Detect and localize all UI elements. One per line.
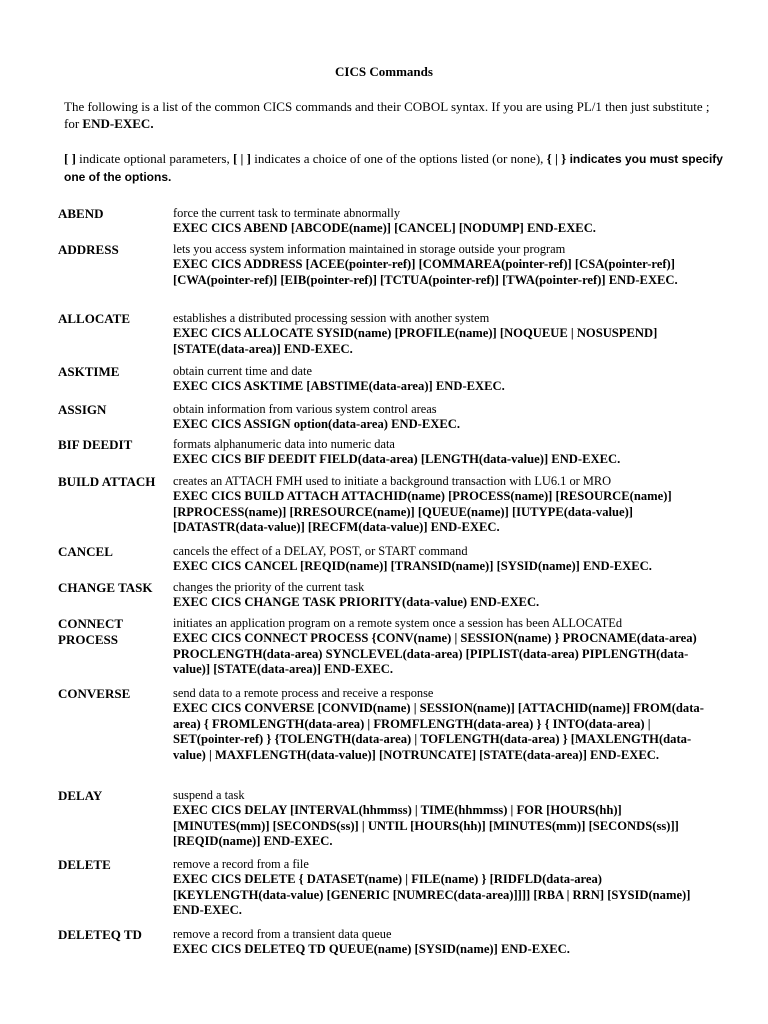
command-syntax: EXEC CICS DELETE { DATASET(name) | FILE(name) } [RIDFLD(data-area) [KEYLENGTH(data-value) [GENERIC [NUMREC(data-area)]]]] [RBA | RRN] [SYSID(name)] END-EXEC. <box>173 872 691 917</box>
command-name: ASKTIME <box>58 364 120 379</box>
command-description: obtain information from various system control areas <box>173 402 437 416</box>
command-description: obtain current time and date <box>173 364 312 378</box>
command-description: remove a record from a file <box>173 857 309 871</box>
command-description: initiates an application program on a remote system once a session has been ALLOCATEd <box>173 616 623 630</box>
command-description: send data to a remote process and receive a response <box>173 686 434 700</box>
command-name: DELETE <box>58 857 111 872</box>
command-name: DELETEQ TD <box>58 927 142 942</box>
command-syntax: EXEC CICS ADDRESS [ACEE(pointer-ref)] [COMMAREA(pointer-ref)] [CSA(pointer-ref)] [CWA(pointer-ref)] [EIB(pointer-ref)] [TCTUA(pointer-ref)] [TWA(pointer-ref)] END-EXEC. <box>173 257 678 287</box>
command-syntax: EXEC CICS ABEND [ABCODE(name)] [CANCEL] [NODUMP] END-EXEC. <box>173 221 596 235</box>
intro-paragraph <box>64 98 724 132</box>
command-name: BIF DEEDIT <box>58 437 133 452</box>
command-name: CHANGE TASK <box>58 580 153 595</box>
command-syntax: EXEC CICS BIF DEEDIT FIELD(data-area) [LENGTH(data-value)] END-EXEC. <box>173 452 621 466</box>
command-description: remove a record from a transient data queue <box>173 927 392 941</box>
command-name: CONNECT PROCESS <box>58 616 123 647</box>
command-description: lets you access system information maintained in storage outside your program <box>173 242 566 256</box>
legend-choice-symbol: [ | ] <box>232 151 251 166</box>
command-syntax: EXEC CICS BUILD ATTACH ATTACHID(name) [PROCESS(name)] [RESOURCE(name)] [RPROCESS(name)] [RRESOURCE(name)] [QUEUE(name)] [IUTYPE(data-value)] [DATASTR(data-value)] [RECFM(data-value)] END-EXEC. <box>173 489 672 534</box>
command-description: force the current task to terminate abnormally <box>173 206 401 220</box>
command-syntax: EXEC CICS CHANGE TASK PRIORITY(data-value) END-EXEC. <box>173 595 540 609</box>
command-description: establishes a distributed processing session with another system <box>173 311 490 325</box>
legend-required-symbol: { | } <box>546 151 567 166</box>
page-title: CICS Commands <box>335 64 433 79</box>
command-description: cancels the effect of a DELAY, POST, or START command <box>173 544 468 558</box>
command-name: ADDRESS <box>58 242 119 257</box>
command-name: ABEND <box>58 206 104 221</box>
command-syntax: EXEC CICS ALLOCATE SYSID(name) [PROFILE(name)] [NOQUEUE | NOSUSPEND] [STATE(data-area)] END-EXEC. <box>173 326 658 356</box>
command-syntax: EXEC CICS ASSIGN option(data-area) END-EXEC. <box>173 417 461 431</box>
command-syntax: EXEC CICS ASKTIME [ABSTIME(data-area)] END-EXEC. <box>173 379 505 393</box>
command-syntax: EXEC CICS CANCEL [REQID(name)] [TRANSID(name)] [SYSID(name)] END-EXEC. <box>173 559 652 573</box>
command-description: suspend a task <box>173 788 245 802</box>
command-syntax: EXEC CICS DELETEQ TD QUEUE(name) [SYSID(name)] END-EXEC. <box>173 942 570 956</box>
syntax-legend <box>64 150 724 186</box>
command-syntax: EXEC CICS CONVERSE [CONVID(name) | SESSION(name)] [ATTACHID(name)] FROM(data-area) { FROMLENGTH(data-area) | FROMFLENGTH(data-area) } { INTO(data-area) | SET(pointer-ref) } {TOLENGTH(data-area) | TOFLENGTH(data-area) } [MAXLENGTH(data-value) | MAXFLENGTH(data-value)] [NOTRUNCATE] [STATE(data-area)] END-EXEC. <box>173 701 704 762</box>
intro-bold-text: END-EXEC. <box>82 116 154 131</box>
command-name: ASSIGN <box>58 402 107 417</box>
command-syntax: EXEC CICS DELAY [INTERVAL(hhmmss) | TIME(hhmmss) | FOR [HOURS(hh)] [MINUTES(mm)] [SECONDS(ss)] | UNTIL [HOURS(hh)] [MINUTES(mm)] [SECONDS(ss)]] [REQID(name)] END-EXEC. <box>173 803 679 848</box>
command-description: creates an ATTACH FMH used to initiate a background transaction with LU6.1 or MRO <box>173 474 612 488</box>
command-name: CONVERSE <box>58 686 131 701</box>
command-name: BUILD ATTACH <box>58 474 156 489</box>
legend-required-text: indicates you must specify one of the options. <box>64 152 723 184</box>
command-name: ALLOCATE <box>58 311 130 326</box>
command-syntax: EXEC CICS CONNECT PROCESS {CONV(name) | SESSION(name) } PROCNAME(data-area) PROCLENGTH(data-area) SYNCLEVEL(data-area) [PIPLIST(data-area) PIPLENGTH(data-value)] [STATE(data-area)] END-EXEC. <box>173 631 697 676</box>
command-description: formats alphanumeric data into numeric data <box>173 437 395 451</box>
legend-choice-text: indicates a choice of one of the options listed (or none), <box>250 151 547 166</box>
command-description: changes the priority of the current task <box>173 580 365 594</box>
legend-optional-symbol: [ ] <box>64 151 76 166</box>
command-name: DELAY <box>58 788 103 803</box>
intro-text: The following is a list of the common CICS commands and their COBOL syntax. If you are using PL/1 then just substitute ; for <box>64 99 710 131</box>
command-name: CANCEL <box>58 544 113 559</box>
legend-optional-text: indicate optional parameters, <box>75 151 233 166</box>
